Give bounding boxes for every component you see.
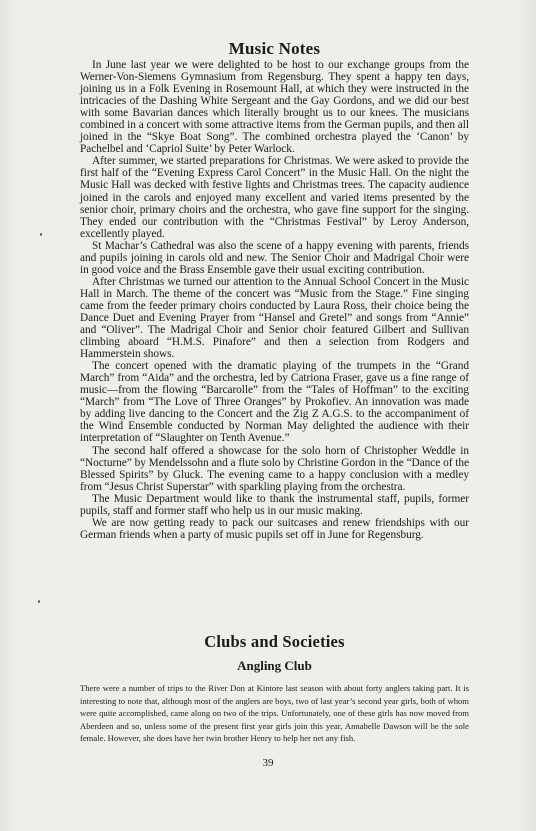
scan-speck [38,600,40,603]
music-paragraph: In June last year we were delighted to be host to our exchange groups from the Werner-Von-Siemens Gymnasium from Regensburg. They spent a happy ten days, joining us in a Folk Evening in Rosemount Hall, at which they were instructed in the intricacies of the Dashing White Sergeant and the Gay Gordons, and we did our best with some Bavarian dances which literally brought us to our knees. The musicians combined in a concert with some attractive items from the German pupils, and then all joined in the “Skye Boat Song”. The combined orchestra played the ‘Canon’ by Pachelbel and ‘Capriol Suite’ by Peter Warlock. [80,59,469,156]
clubs-title: Clubs and Societies [204,632,345,651]
music-paragraph: After Christmas we turned our attention to the Annual School Concert in the Music Hall in March. The theme of the concert was “Music from the Stage.” Fine singing came from the feeder primary choirs conducted by Laura Ross, their choice being the Dance Duet and Evening Prayer from “Hansel and Gretel” and songs from “Annie” and “Oliver”. The Madrigal Choir and Senior choir featured Gilbert and Sullivan climbing aboard “H.M.S. Pinafore” and then a selection from Rodgers and Hammerstein shows. [80,275,469,361]
music-paragraph: The Music Department would like to thank the instrumental staff, pupils, former pupils, staff and former staff who help us in our music making. [80,492,469,517]
music-notes-section [80,39,469,541]
music-paragraph: St Machar’s Cathedral was also the scene of a happy evening with parents, friends and pupils joining in carols old and new. The Senior Choir and Madrigal Choir were in good voice and the Brass Ensemble gave their usual exciting contribution. [80,239,469,276]
music-paragraph: The second half offered a showcase for the solo horn of Christopher Weddle in “Nocturne” by Mendelssohn and a flute solo by Christine Gordon in the “Dance of the Blessed Spirits” by Gluck. The evening came to a happy conclusion with a medley from “Jesus Christ Superstar” with sparkling playing from the orchestra. [80,444,469,493]
music-paragraph: The concert opened with the dramatic playing of the trumpets in the “Grand March” from “Aida” and the orchestra, led by Catriona Fraser, gave us a fine range of music—from the flowing “Barcarolle” from the “Tales of Hoffman” to the exciting “March” from “The Love of Three Oranges” by Prokofiev. An innovation was made by adding live dancing to the Concert and the Zig Z A.G.S. to the accompaniment of the Wind Ensemble conducted by Norman May delighted the audience with their interpretation of “Slaughter on Tenth Avenue.” [80,360,469,445]
music-paragraph: We are now getting ready to pack our suitcases and renew friendships with our German friends when a party of music pupils set off in June for Regensburg. [80,516,469,541]
music-paragraph: After summer, we started preparations for Christmas. We were asked to provide the first half of the “Evening Express Carol Concert” in the Music Hall. On the night the Music Hall was decked with festive lights and Christmas trees. The capacity audience joined in the carols and enjoyed many excellent and varied items presented by the senior choir, primary choirs and the orchestra, who gave fine support for the singing. They ended our contribution with the “Christmas Festival” by Leroy Anderson, excellently played. [80,155,469,240]
music-notes-title: Music Notes [228,39,321,58]
angling-club-heading: Angling Club [237,658,312,673]
angling-club-paragraph: There were a number of trips to the River Don at Kintore last season with about forty anglers taking part. It is interesting to note that, although most of the anglers are boys, two of last year’s second year girls, both of whom were quite accomplished, came along on two of the trips. Unfortunately, one of these girls has now moved from Aberdeen and so, unless some of the present first year girls join this year, Annabelle Dawson will be the sole female. However, she does have her twin brother Henry to help her net any fish. [80,683,469,744]
scan-speck [40,233,42,236]
page-number: 39 [262,757,274,769]
clubs-section [80,632,469,745]
